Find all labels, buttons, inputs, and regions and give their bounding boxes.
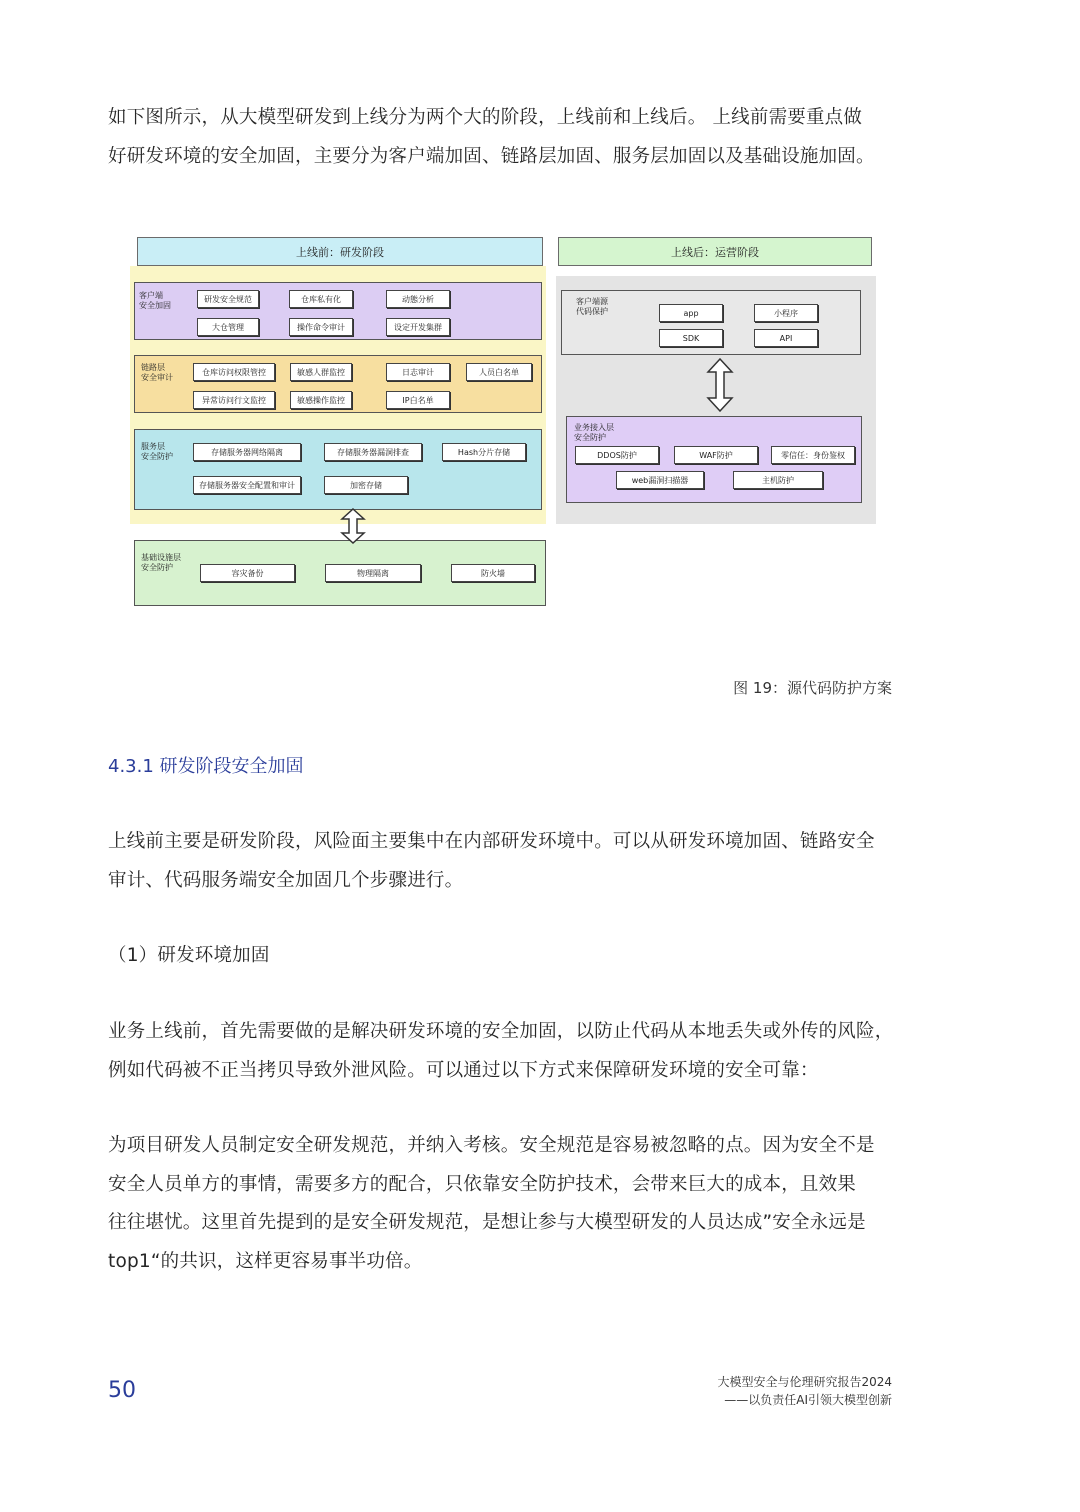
chip-firewall: 防火墙 [451, 564, 535, 582]
footer-title [717, 1373, 892, 1409]
chip-dev-security-spec: 研发安全规范 [197, 290, 259, 308]
chip-dev-cluster: 设定开发集群 [386, 318, 450, 336]
section-heading: 4.3.1 研发阶段安全加固 [108, 756, 304, 777]
dev-stage-header [137, 237, 543, 266]
figure-caption: 图 19：源代码防护方案 [733, 679, 892, 697]
chip-api: API [754, 329, 818, 347]
chip-sensitive-people: 敏感人群监控 [290, 363, 352, 381]
chip-disaster-backup: 容灾备份 [200, 564, 295, 582]
chip-physical-isolation: 物理隔离 [325, 564, 421, 582]
para3-line-1: 业务上线前，首先需要做的是解决研发环境的安全加固，以防止代码从本地丢失或外传的风险， [108, 1021, 894, 1042]
chip-sdk: SDK [659, 329, 723, 347]
chip-encrypted-storage: 加密存储 [324, 476, 408, 494]
double-arrow-icon [706, 358, 734, 412]
business-label-line1: 业务接入层 [574, 423, 614, 432]
chip-abnormal-access: 异常访问行文监控 [193, 391, 275, 409]
chip-host-protection: 主机防护 [733, 471, 823, 489]
subheading-1 [108, 937, 908, 976]
chip-log-audit: 日志审计 [386, 363, 450, 381]
chip-waf: WAF防护 [674, 446, 758, 464]
paragraph-2 [108, 823, 908, 900]
chip-network-isolation: 存储服务器网络隔离 [193, 443, 301, 461]
para2-line-1: 上线前主要是研发阶段，风险面主要集中在内部研发环境中。可以从研发环境加固、链路安全 [108, 831, 875, 852]
infra-panel-label [141, 553, 181, 573]
client-label-line1: 客户端 [139, 291, 163, 300]
service-label-line2: 安全防护 [141, 452, 173, 461]
link-panel-label [141, 363, 173, 383]
security-diagram [0, 0, 1080, 640]
link-label-line1: 链路层 [141, 363, 165, 372]
client-source-label-line2: 代码保护 [576, 307, 608, 316]
chip-app: app [659, 304, 723, 322]
chip-zero-trust: 零信任：身份鉴权 [771, 446, 855, 464]
chip-command-audit: 操作命令审计 [289, 318, 353, 336]
chip-private-repo: 仓库私有化 [289, 290, 353, 308]
ops-stage-header-text: 上线后：运营阶段 [671, 245, 759, 259]
intro-line-1: 如下图所示，从大模型研发到上线分为两个大的阶段，上线前和上线后。 上线前需要重点做 [108, 107, 863, 128]
sub1-text: （1）研发环境加固 [108, 945, 270, 966]
business-label-line2: 安全防护 [574, 433, 606, 442]
para4-line-3: 往往堪忧。这里首先提到的是安全研发规范，是想让参与大模型研发的人员达成”安全永远是 [108, 1212, 866, 1233]
business-access-label [574, 423, 614, 443]
para4-line-1: 为项目研发人员制定安全研发规范，并纳入考核。安全规范是容易被忽略的点。因为安全不是 [108, 1135, 875, 1156]
paragraph-4 [108, 1127, 908, 1281]
client-label-line2: 安全加固 [139, 301, 171, 310]
chip-mini-program: 小程序 [754, 304, 818, 322]
chip-web-scanner: web漏洞扫描器 [616, 471, 704, 489]
page-number: 50 [108, 1378, 136, 1403]
chip-dynamic-analysis: 动態分析 [386, 290, 450, 308]
infra-label-line1: 基础设施层 [141, 553, 181, 562]
chip-staff-whitelist: 人员白名单 [466, 363, 532, 381]
double-arrow-icon [340, 508, 366, 544]
chip-sensitive-ops: 敏感操作监控 [290, 391, 352, 409]
intro-line-2: 好研发环境的安全加固，主要分为客户端加固、链路层加固、服务层加固以及基础设施加固。 [108, 145, 875, 167]
para4-line-4: top1“的共识，这样更容易事半功倍。 [108, 1250, 423, 1272]
client-source-label [576, 297, 608, 317]
chip-vuln-scan: 存储服务器漏洞排查 [324, 443, 422, 461]
ops-stage-header [558, 237, 872, 266]
para2-line-2: 审计、代码服务端安全加固几个步骤进行。 [108, 869, 464, 891]
chip-ip-whitelist: IP白名单 [386, 391, 450, 409]
chip-ddos: DDOS防护 [575, 446, 659, 464]
infra-label-line2: 安全防护 [141, 563, 173, 572]
chip-repo-access-control: 仓库访问权限管控 [193, 363, 275, 381]
para3-line-2: 例如代码被不正当拷贝导致外泄风险。可以通过以下方式来保障研发环境的安全可靠： [108, 1059, 819, 1081]
chip-config-audit: 存储服务器安全配置和审计 [193, 476, 301, 494]
service-label-line1: 服务层 [141, 442, 165, 451]
service-panel-label [141, 442, 173, 462]
client-source-label-line1: 客户端源 [576, 297, 608, 306]
link-label-line2: 安全审计 [141, 373, 173, 382]
service-protection-panel [134, 429, 542, 510]
client-panel-label [139, 291, 171, 311]
chip-hash-shard: Hash分片存储 [442, 443, 526, 461]
dev-stage-header-text: 上线前：研发阶段 [296, 245, 384, 259]
footer-title-line2: ——以负责任AI引领大模型创新 [724, 1393, 892, 1407]
para4-line-2: 安全人员单方的事情，需要多方的配合，只依靠安全防护技术，会带来巨大的成本，且效果 [108, 1173, 857, 1195]
paragraph-3 [108, 1013, 908, 1090]
footer-title-line1: 大模型安全与伦理研究报告2024 [717, 1375, 892, 1389]
chip-monorepo-management: 大仓管理 [197, 318, 259, 336]
